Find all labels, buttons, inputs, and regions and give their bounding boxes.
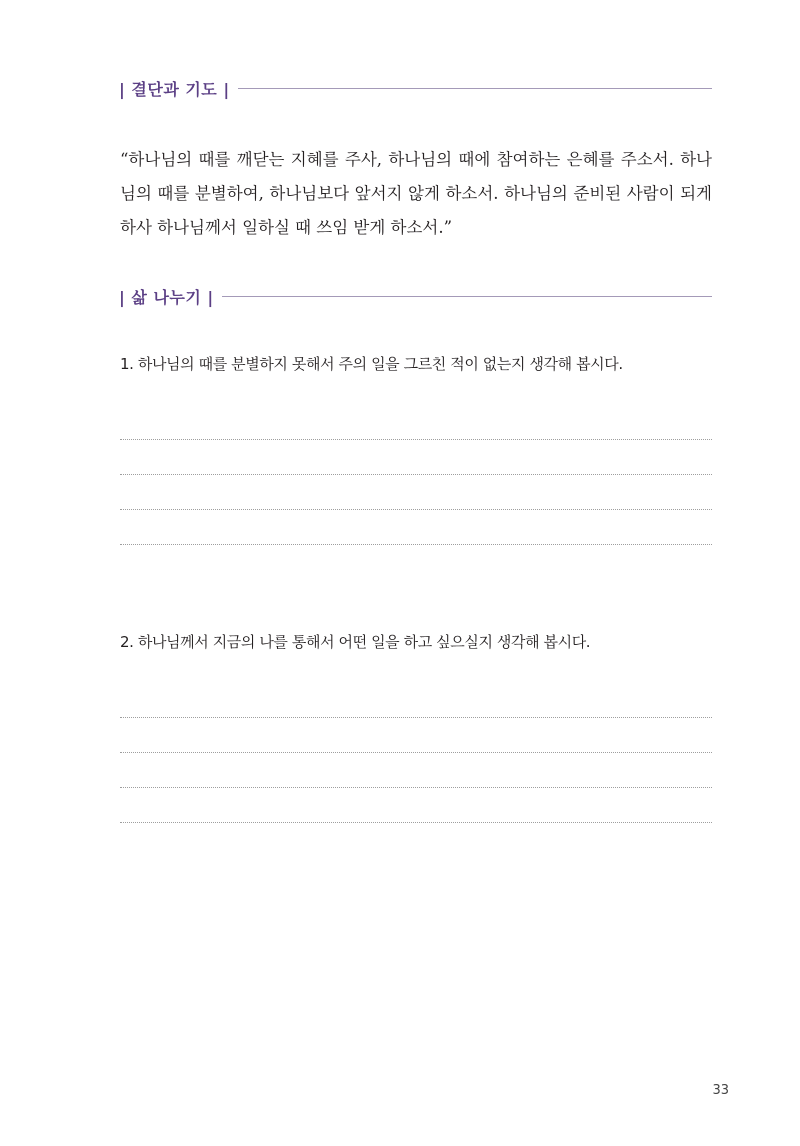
question-2: 2. 하나님께서 지금의 나를 통해서 어떤 일을 하고 싶으실지 생각해 봅시다. [120,633,591,651]
answer-line[interactable] [120,544,712,545]
section-divider [238,88,712,89]
section-header-sharing [119,284,712,308]
answer-line[interactable] [120,509,712,510]
answer-line[interactable] [120,822,712,823]
section-title-sharing: | 삶 나누기 | [119,287,214,307]
question-1: 1. 하나님의 때를 분별하지 못해서 주의 일을 그르친 적이 없는지 생각해 봅시다. [120,355,623,373]
answer-line[interactable] [120,717,712,718]
section-divider [222,296,712,297]
answer-line[interactable] [120,439,712,440]
answer-line[interactable] [120,752,712,753]
page-number: 33 [712,1083,729,1098]
answer-line[interactable] [120,474,712,475]
answer-line[interactable] [120,787,712,788]
section-title-resolution: | 결단과 기도 | [119,79,230,99]
section-header-resolution [119,76,712,100]
prayer-text: “하나님의 때를 깨닫는 지혜를 주사, 하나님의 때에 참여하는 은혜를 주소서. 하나님의 때를 분별하여, 하나님보다 앞서지 않게 하소서. 하나님의 준비된 사람이 되게 하사 하나님께서 일하실 때 쓰임 받게 하소서.” [120,150,712,237]
